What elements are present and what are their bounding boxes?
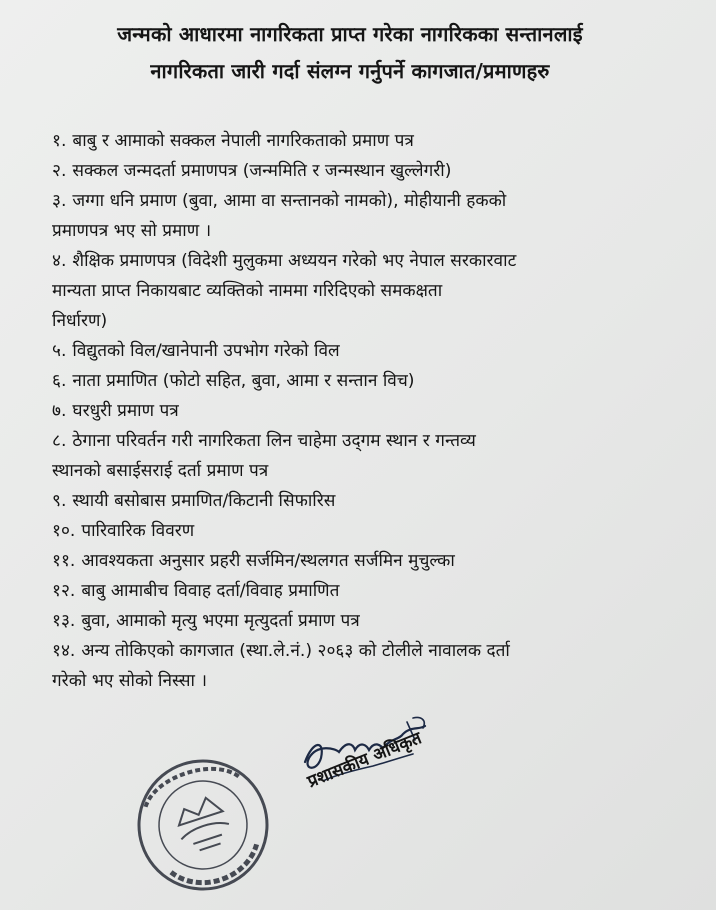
list-item [52,426,672,456]
list-item-number: १२. [52,581,76,601]
list-item-text: ठेगाना परिवर्तन गरी नागरिकता लिन चाहेमा उद्‍गम स्थान र गन्तव्य [72,431,476,451]
signatory-title: प्रशासकीय अधिकृत [304,728,425,793]
list-item-number: ३. [52,191,67,211]
list-item-number: ९. [52,491,67,511]
list-item [52,246,672,276]
list-item-text: निर्धारण) [52,311,108,331]
list-item-number: ११. [52,551,76,571]
office-seal-stamp [118,740,288,910]
list-item-text: घरधुरी प्रमाण पत्र [72,401,179,421]
list-item-text: शैक्षिक प्रमाणपत्र (विदेशी मुलुकमा अध्ययन गरेको भए नेपाल सरकारवाट [72,251,517,271]
list-item [52,186,672,216]
list-item-number: २. [52,161,67,181]
list-item-text: पारिवारिक विवरण [81,521,195,541]
list-item-text: आवश्यकता अनुसार प्रहरी सर्जमिन/स्थलगत सर्जमिन मुचुल्का [81,551,455,571]
list-item-number: १३. [52,611,76,631]
list-item [52,366,672,396]
list-item-number: ५. [52,341,67,361]
list-item-text: स्थानको बसाईसराई दर्ता प्रमाण पत्र [52,461,269,481]
list-item [52,126,672,156]
list-item [52,546,672,576]
list-item-number: १. [52,131,67,151]
list-item [52,576,672,606]
list-item-text: अन्य तोकिएको कागजात (स्था.ले.नं.) २०६३ को टोलीले नावालक दर्ता [81,641,510,661]
list-item-text: नाता प्रमाणित (फोटो सहित, बुवा, आमा र सन्तान विच) [72,371,415,391]
list-item [52,606,672,636]
list-item-number: ६. [52,371,67,391]
list-item-number: ७. [52,401,67,421]
list-item-text: मान्यता प्राप्त निकायबाट व्यक्तिको नाममा गरिदिएको समकक्षता [52,281,443,301]
list-item [52,486,672,516]
list-item-continuation [52,666,672,696]
list-item-number: १०. [52,521,76,541]
list-item-continuation [52,216,672,246]
list-item-number: ८. [52,431,67,451]
document-title-line-1: जन्मको आधारमा नागरिकता प्राप्त गरेका नागरिकका सन्तानलाई [117,22,583,46]
list-item-number: १४. [52,641,76,661]
list-item-text: गरेको भए सोको निस्सा । [52,671,207,691]
list-item-text: बुवा, आमाको मृत्यु भएमा मृत्युदर्ता प्रमाण पत्र [81,611,360,631]
list-item-continuation [52,306,672,336]
list-item [52,636,672,666]
list-item-number: ४. [52,251,67,271]
list-item-text: स्थायी बसोबास प्रमाणित/किटानी सिफारिस [72,491,336,511]
list-item-continuation [52,276,672,306]
list-item [52,516,672,546]
list-item-text: जग्गा धनि प्रमाण (बुवा, आमा वा सन्तानको नामको), मोहीयानी हकको [72,191,507,211]
list-item [52,396,672,426]
list-item-text: बाबु र आमाको सक्कल नेपाली नागरिकताको प्रमाण पत्र [72,131,414,151]
list-item-continuation [52,456,672,486]
requirements-list [52,126,672,696]
list-item [52,336,672,366]
list-item-text: प्रमाणपत्र भए सो प्रमाण । [52,221,212,241]
list-item-text: बाबु आमाबीच विवाह दर्ता/विवाह प्रमाणित [81,581,340,601]
list-item [52,156,672,186]
document-title-line-2: नागरिकता जारी गर्दा संलग्न गर्नुपर्ने कागजात/प्रमाणहरु [150,59,550,83]
list-item-text: विद्युतको विल/खानेपानी उपभोग गरेको विल [72,341,340,361]
list-item-text: सक्कल जन्मदर्ता प्रमाणपत्र (जन्ममिति र जन्मस्थान खुल्लेगरी) [72,161,452,181]
